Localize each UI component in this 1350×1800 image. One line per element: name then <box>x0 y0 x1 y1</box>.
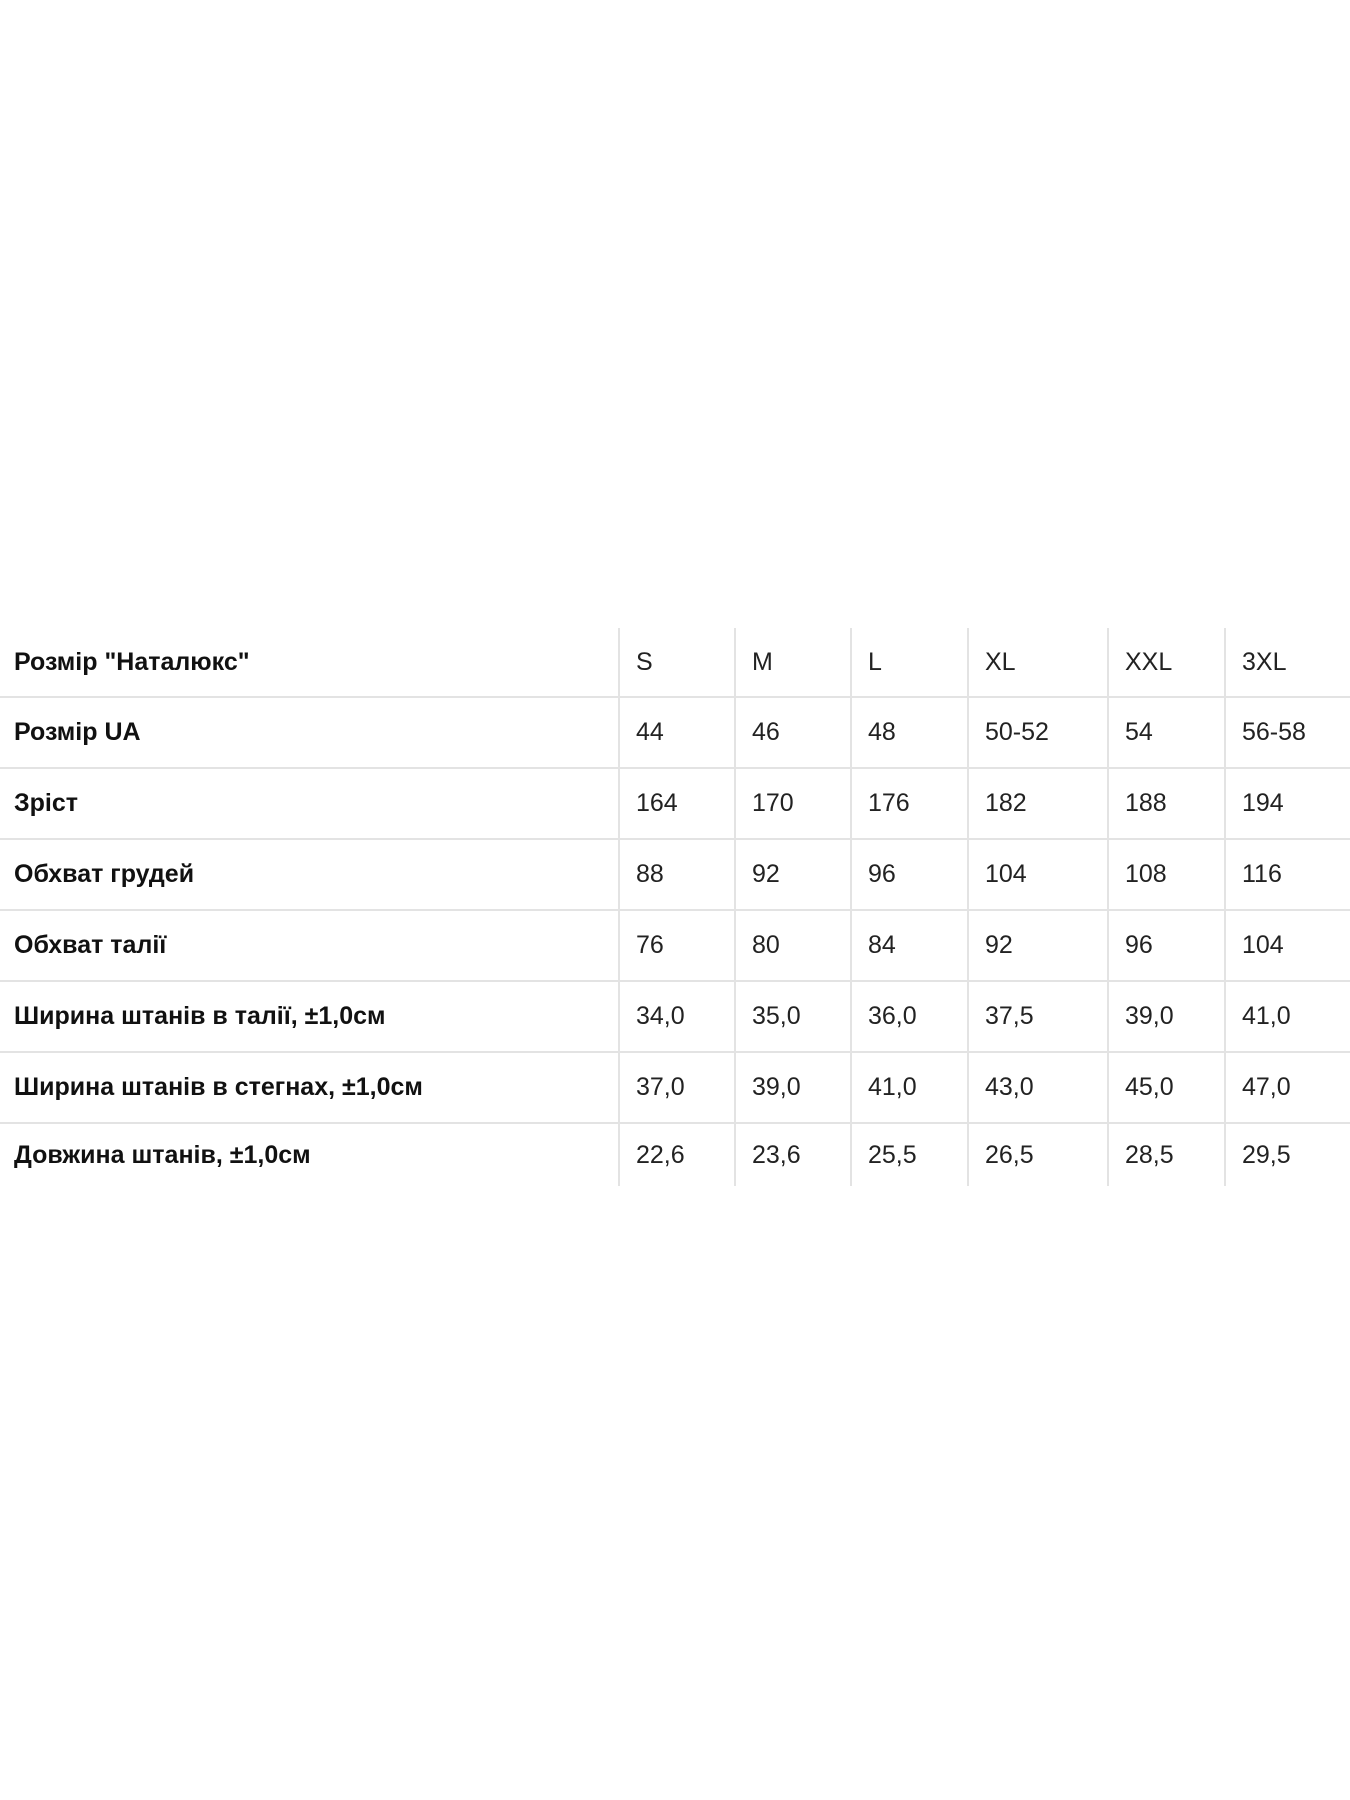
table-cell: 164 <box>619 768 735 839</box>
table-cell: 37,5 <box>968 981 1108 1052</box>
table-cell: 47,0 <box>1225 1052 1350 1123</box>
size-chart-table <box>0 628 1350 1186</box>
table-cell: 34,0 <box>619 981 735 1052</box>
table-cell: 104 <box>968 839 1108 910</box>
table-row-pants-hip-width <box>0 1052 1350 1123</box>
row-label: Зріст <box>0 768 619 839</box>
table-cell: 43,0 <box>968 1052 1108 1123</box>
table-cell: 84 <box>851 910 968 981</box>
table-cell: 3XL <box>1225 628 1350 697</box>
table-row-pants-waist-width <box>0 981 1350 1052</box>
row-label: Ширина штанів в стегнах, ±1,0см <box>0 1052 619 1123</box>
table-cell: 25,5 <box>851 1123 968 1186</box>
table-cell: 23,6 <box>735 1123 851 1186</box>
table-row-size-ua <box>0 697 1350 768</box>
table-cell: 80 <box>735 910 851 981</box>
table-cell: 39,0 <box>1108 981 1225 1052</box>
table-cell: 35,0 <box>735 981 851 1052</box>
table-cell: 41,0 <box>1225 981 1350 1052</box>
table-cell: 50-52 <box>968 697 1108 768</box>
table-cell: 46 <box>735 697 851 768</box>
table-cell: 29,5 <box>1225 1123 1350 1186</box>
row-label: Розмір UA <box>0 697 619 768</box>
table-cell: 182 <box>968 768 1108 839</box>
table-cell: 76 <box>619 910 735 981</box>
table-cell: 44 <box>619 697 735 768</box>
table-cell: 194 <box>1225 768 1350 839</box>
table-row-waist <box>0 910 1350 981</box>
table-cell: 188 <box>1108 768 1225 839</box>
table-cell: 116 <box>1225 839 1350 910</box>
row-label: Ширина штанів в талії, ±1,0см <box>0 981 619 1052</box>
table-cell: 37,0 <box>619 1052 735 1123</box>
table-cell: 96 <box>851 839 968 910</box>
table-row-size-natalux <box>0 628 1350 697</box>
table-cell: S <box>619 628 735 697</box>
table-cell: 92 <box>735 839 851 910</box>
table-cell: L <box>851 628 968 697</box>
table-cell: 28,5 <box>1108 1123 1225 1186</box>
row-label: Обхват талії <box>0 910 619 981</box>
table-cell: 170 <box>735 768 851 839</box>
table-cell: 26,5 <box>968 1123 1108 1186</box>
table-cell: 96 <box>1108 910 1225 981</box>
table-cell: 22,6 <box>619 1123 735 1186</box>
table-cell: 39,0 <box>735 1052 851 1123</box>
table-cell: 36,0 <box>851 981 968 1052</box>
table-cell: 56-58 <box>1225 697 1350 768</box>
table-cell: 41,0 <box>851 1052 968 1123</box>
table-cell: 48 <box>851 697 968 768</box>
table-cell: 92 <box>968 910 1108 981</box>
table-cell: XXL <box>1108 628 1225 697</box>
table-cell: XL <box>968 628 1108 697</box>
row-label: Довжина штанів, ±1,0см <box>0 1123 619 1186</box>
table-row-pants-length <box>0 1123 1350 1186</box>
table-cell: M <box>735 628 851 697</box>
row-label: Обхват грудей <box>0 839 619 910</box>
row-label: Розмір "Наталюкс" <box>14 647 250 676</box>
table-row-height <box>0 768 1350 839</box>
table-cell: 88 <box>619 839 735 910</box>
table-cell: 108 <box>1108 839 1225 910</box>
table-cell: 104 <box>1225 910 1350 981</box>
table-cell: 45,0 <box>1108 1052 1225 1123</box>
table-cell: 176 <box>851 768 968 839</box>
table-row-chest <box>0 839 1350 910</box>
table-cell: 54 <box>1108 697 1225 768</box>
